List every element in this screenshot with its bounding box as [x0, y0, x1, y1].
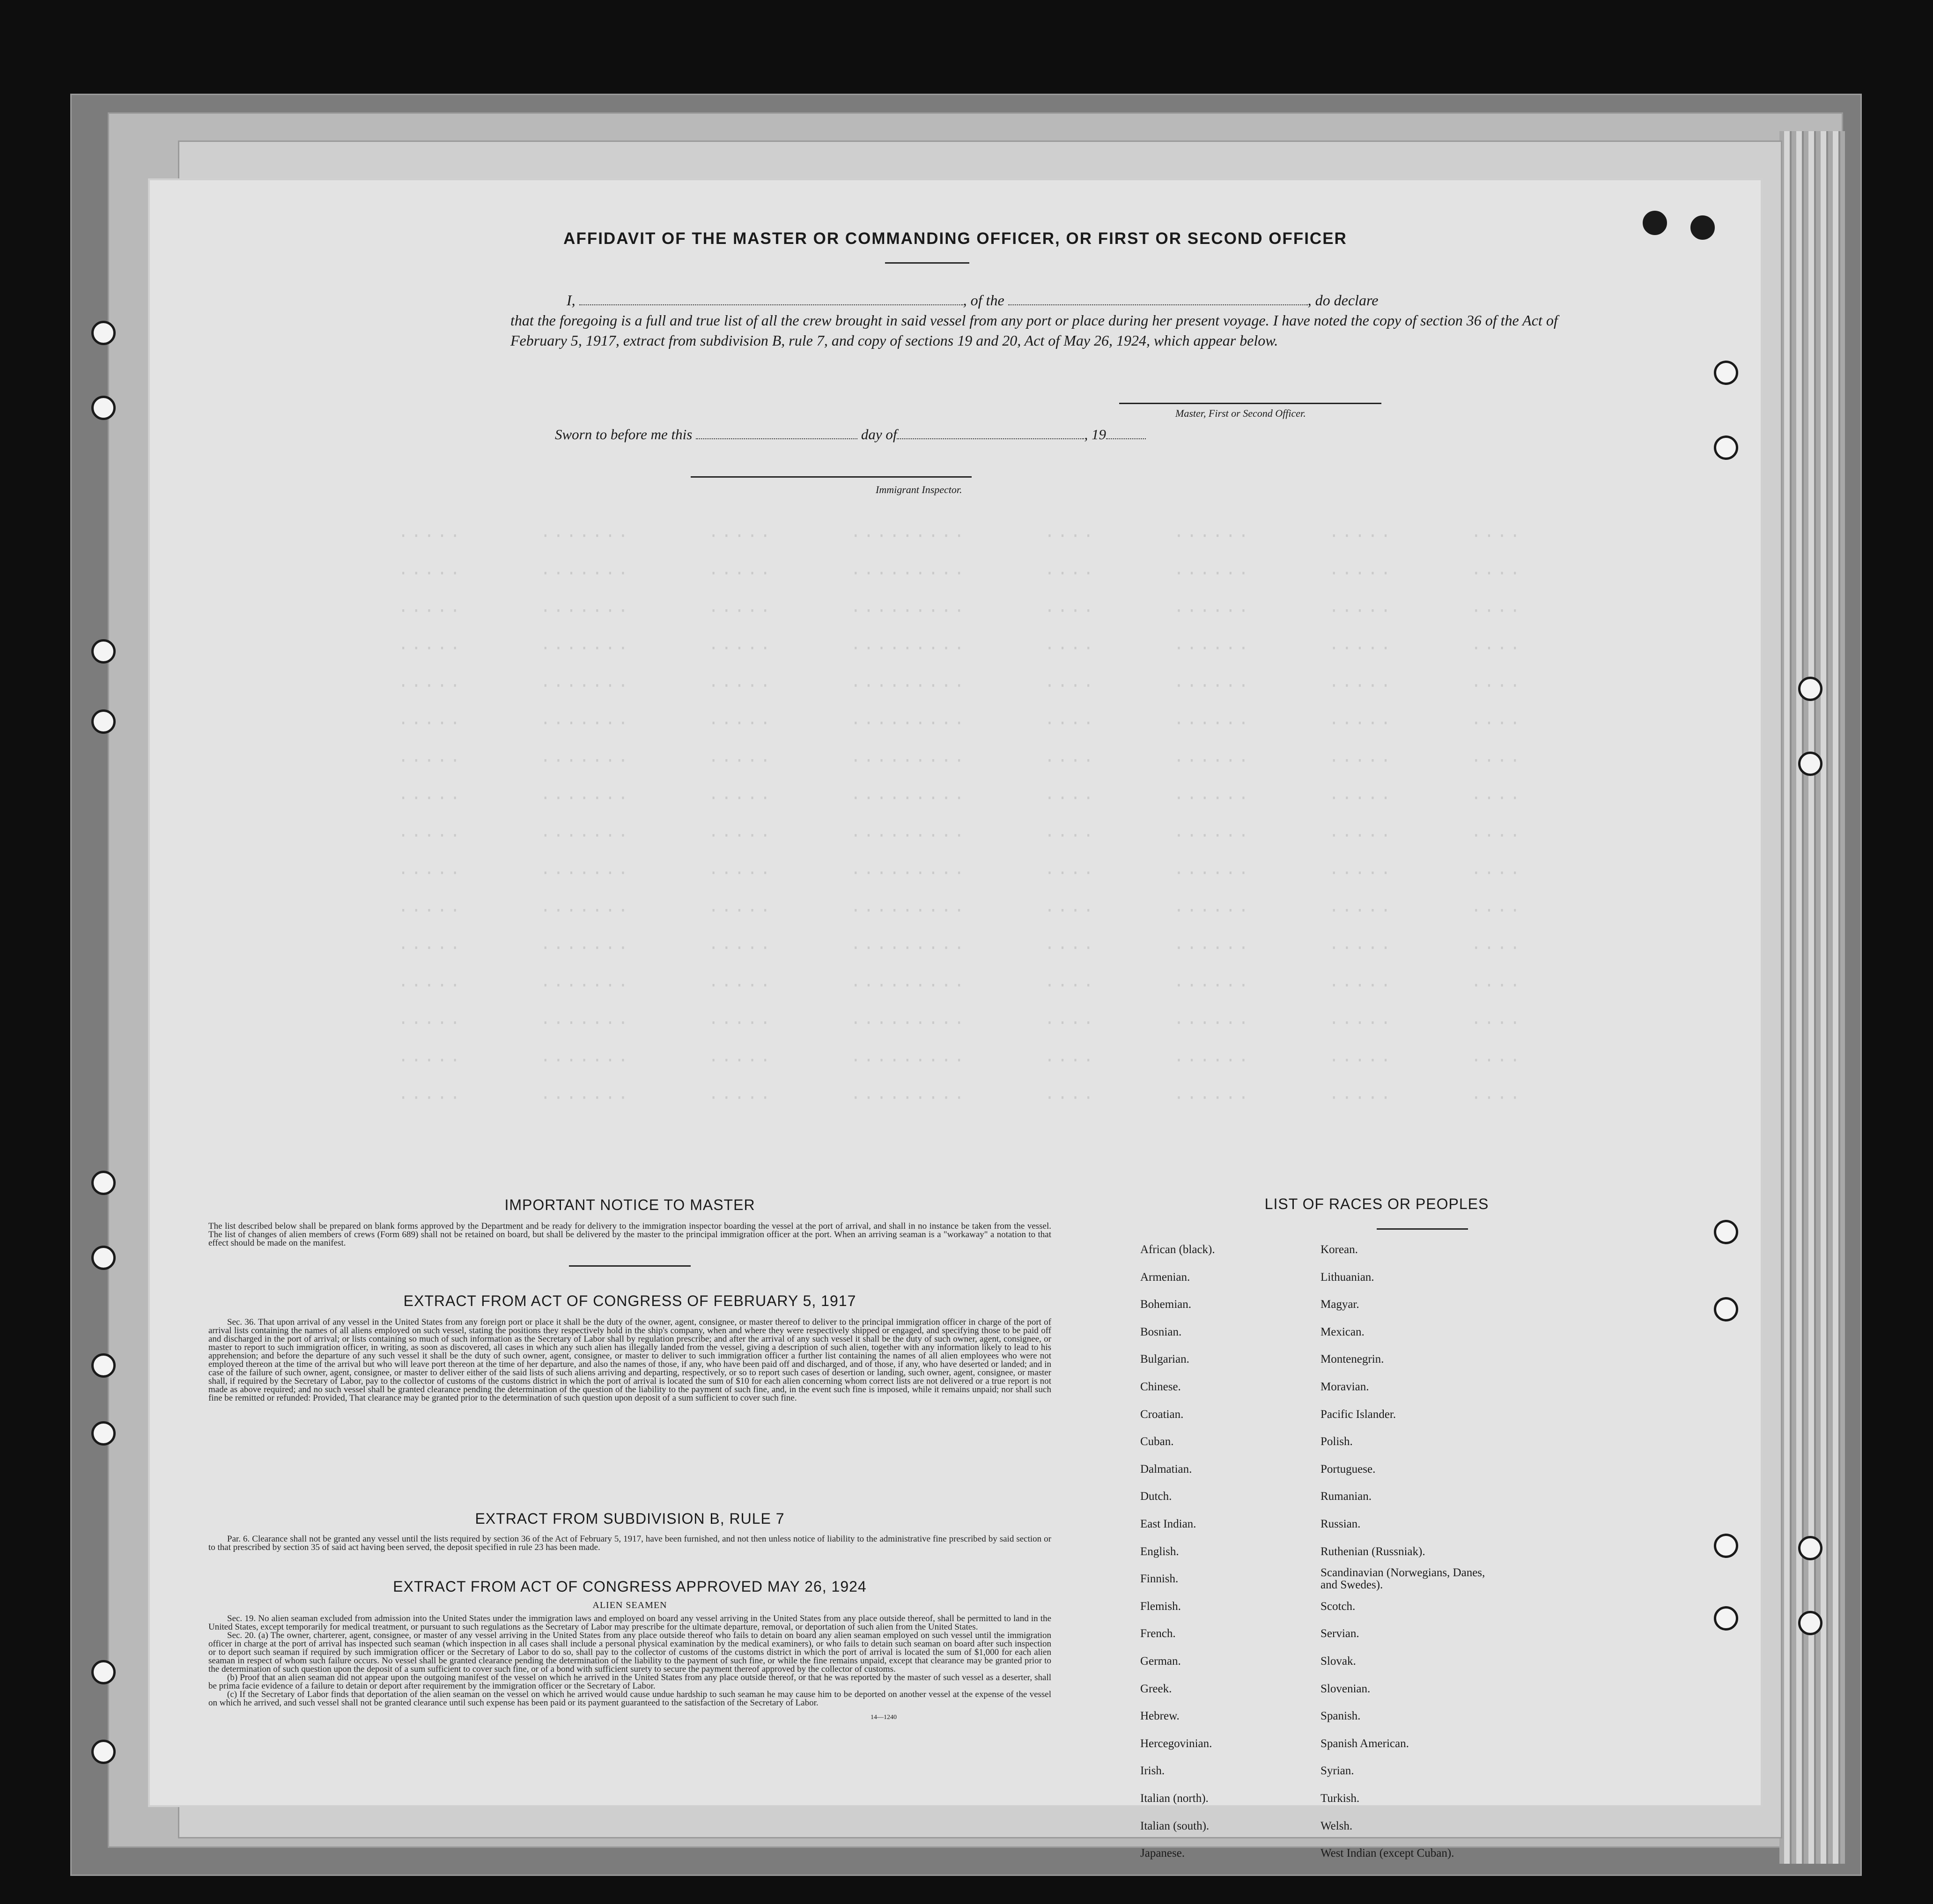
- punch-hole: [1714, 1534, 1738, 1558]
- extract-rule7-text: Par. 6. Clearance shall not be granted any vessel until the lists required by section 36 of the Act of February 5, 1917, have been furnished, and not then unless notice of liability to the administrative fine prescribed by said section or to that prescribed by section 35 of said act having been served, the deposit specified in rule 23 has been made.: [208, 1534, 1051, 1552]
- punch-hole: [91, 1421, 116, 1446]
- declaration-text: that the foregoing is a full and true list of all the crew brought in said vessel from any port or place during her present voyage. I have noted the copy of section 36 of the Act of February 5, 1917, extract from subdivision B, rule 7, and copy of sections 19 and 20, Act of May 26, 1924, which appear below.: [510, 312, 1558, 349]
- race-item: Lithuanian.: [1321, 1270, 1374, 1284]
- inspector-signature-line: [691, 476, 972, 478]
- race-item: Japanese.: [1140, 1847, 1185, 1860]
- declaration-line: [510, 290, 1573, 310]
- month-blank: [897, 438, 1084, 439]
- race-item: Pacific Islander.: [1321, 1408, 1396, 1421]
- race-item: Mexican.: [1321, 1325, 1365, 1338]
- notice-text: The list described below shall be prepared on blank forms approved by the Department and be ready for delivery to the immigration inspector boarding the vessel at the port of arrival, and shall in no instance be taken from the vessel. The list of changes of alien members of crews (Form 689) shall not be retained on board, but shall be delivered by the master to the principal immigration officer at the port. When an arriving seaman is a "workaway" a notation to that effect should be made on the manifest.: [208, 1221, 1051, 1248]
- race-item: Spanish.: [1321, 1710, 1361, 1723]
- race-item: West Indian (except Cuban).: [1321, 1847, 1454, 1860]
- declaration-end: , do declare: [1307, 292, 1379, 309]
- declaration-of-the: , of the: [963, 292, 1004, 309]
- race-item: Spanish American.: [1321, 1737, 1409, 1750]
- race-item: Scandinavian (Norwegians, Danes, and Swedes).: [1321, 1566, 1485, 1592]
- extract-1917-text: Sec. 36. That upon arrival of any vessel in the United States from any foreign port or place it shall be the duty of the owner, agent, consignee, or master thereof to deliver to the principal immigration officer in charge of the port of arrival lists containing the names of all aliens employed on such vessel, stating the positions they respectively hold in the ship's company, when and where they were respectively shipped or engaged, and specifying those to be paid off and discharged in the port of arrival; or lists containing so much of such information as the Secretary of Labor shall by regulation prescribe; and after the arrival of any such vessel it shall be the duty of such owner, agent, consignee, or master to report to such immigration officer, in writing, as soon as discovered, all cases in which any such alien has illegally landed from the vessel, giving a description of such alien, together with any information likely to lead to his apprehension; and before the departure of any such vessel it shall be the duty of such owner, agent, consignee, or master to deliver to such immigration officer a further list containing the names of all alien employees who were not employed thereon at the time of the arrival but who will leave port thereon at the time of her departure, and also the names of those, if any, who have been paid off and discharged, and of those, if any, who have deserted or landed; and in case of the failure of such owner, agent, consignee, or master to deliver either of the said lists of such aliens arriving and departing, respectively, or so to report such cases of desertion or landing, such owner, agent, consignee, or master shall, if required by the Secretary of Labor, pay to the collector of customs of the customs district in which the port of arrival is located the sum of $10 for each alien concerning whom correct lists are not delivered or a true report is not made as above required; and no such vessel shall be granted clearance pending the determination of the question of the liability to the payment of such fine, and, in the event such fine is imposed, while it remains unpaid; nor shall such fine be remitted or refunded: Provided, That clearance may be granted prior to the determination of such question upon deposit of a sum sufficient to cover such fine.: [208, 1317, 1051, 1403]
- binding-edge: [1779, 131, 1845, 1864]
- punch-hole: [91, 709, 116, 734]
- race-item: Dalmatian.: [1140, 1462, 1192, 1476]
- punch-hole: [1714, 1606, 1738, 1631]
- race-item: Scotch.: [1321, 1600, 1356, 1613]
- punch-hole: [1643, 211, 1667, 235]
- race-item: Montenegrin.: [1321, 1353, 1384, 1366]
- extract-rule7-title: EXTRACT FROM SUBDIVISION B, RULE 7: [475, 1510, 785, 1527]
- race-item: Chinese.: [1140, 1380, 1181, 1393]
- punch-hole: [91, 321, 116, 345]
- race-item: Finnish.: [1140, 1572, 1179, 1586]
- document-page: [150, 180, 1761, 1860]
- race-item: African (black).: [1140, 1243, 1215, 1256]
- races-title: LIST OF RACES OR PEOPLES: [1264, 1196, 1489, 1212]
- punch-hole: [1714, 1297, 1738, 1321]
- race-item: Russian.: [1321, 1518, 1361, 1530]
- race-item: Irish.: [1140, 1764, 1165, 1778]
- race-item: Bosnian.: [1140, 1325, 1182, 1338]
- form-number: 14—1240: [871, 1714, 897, 1721]
- punch-hole: [1798, 1536, 1822, 1560]
- race-item: Hercegovinian.: [1140, 1737, 1212, 1750]
- race-item: Bulgarian.: [1140, 1353, 1189, 1366]
- name-blank: [579, 304, 963, 305]
- race-item: Syrian.: [1321, 1764, 1354, 1778]
- sec19-text: Sec. 19. No alien seaman excluded from admission into the United States under the immigration laws and employed on board any vessel arriving in the United States from any place outside thereof, shall be permitted to land in the United States, except temporarily for medical treatment, or pursuant to such regulations as the Secretary of Labor may prescribe for the ultimate departure, removal, or deportation of such alien from the United States.: [208, 1614, 1051, 1632]
- race-item: Servian.: [1321, 1627, 1359, 1640]
- race-item: Cuban.: [1140, 1435, 1174, 1448]
- punch-hole: [91, 1740, 116, 1764]
- race-item: Greek.: [1140, 1682, 1172, 1695]
- race-item: Bohemian.: [1140, 1298, 1192, 1311]
- race-item: Slovak.: [1321, 1655, 1356, 1668]
- races-rule: [1377, 1228, 1468, 1230]
- punch-hole: [91, 1246, 116, 1270]
- punch-hole: [91, 1171, 116, 1195]
- bleed-through-text: ····· ······· ····· ········· ···· ······ ····· ···· ····· ······· ····· ········· ···· ······ ····· ···· ····· ······· ····· ········· ···· ······ ····· ···· ····· ······· ····· ········· ···· ······ ····· ···· ····· ······· ····· ········· ···· ······ ····· ···· ····· ······· ····· ········· ···· ······ ····· ···· ····· ······· ····· ········· ···· ······ ····· ···· ····· ······· ····· ········· ···· ······ ····· ···· ····· ······· ····· ········· ···· ······ ····· ···· ····· ······· ····· ········· ···· ······ ····· ···· ····· ······· ····· ········· ···· ······ ····· ···· ····· ······· ····· ········· ···· ······ ····· ···· ····· ······· ····· ········· ···· ······ ····· ···· ····· ······· ····· ········· ···· ······ ····· ···· ····· ······· ····· ········· ···· ······ ····· ···· ····· ······· ····· ········· ···· ······ ····· ····: [398, 526, 1523, 1107]
- sec20a-text: Sec. 20. (a) The owner, charterer, agent, consignee, or master of any vessel arriving in the United States from any place outside thereof who fails to detain on board any alien seaman employed on such vessel until the immigration officer in charge at the port of arrival has inspected such seaman (which inspection in all cases shall include a personal physical examination by the medical examiners), or who fails to detain such seaman on board after such inspection or to deport such seaman if required by such immigration officer or the Secretary of Labor to do so, shall pay to the collector of customs of the customs district in which the port of arrival is located the sum of $1,000 for each alien seaman in respect of whom such failure occurs. No vessel shall be granted clearance pending the determination of the liability to the payment of such fine, or while the fine remains unpaid, except that clearance may be granted prior to the determination of such question upon the deposit of a sum sufficient to cover such fine, or of a bond with sufficient surety to secure the payment thereof approved by the collector of customs.: [208, 1631, 1051, 1674]
- race-item: Italian (south).: [1140, 1819, 1210, 1832]
- title-rule: [885, 262, 969, 264]
- punch-hole: [1714, 1220, 1738, 1244]
- race-item: Welsh.: [1321, 1819, 1353, 1832]
- race-item: Dutch.: [1140, 1490, 1172, 1503]
- race-item: French.: [1140, 1627, 1176, 1640]
- race-item: Korean.: [1321, 1243, 1358, 1256]
- punch-hole: [91, 396, 116, 420]
- affidavit-body: [510, 290, 1573, 351]
- extract-rule7-section: [208, 1510, 1051, 1552]
- year-prefix: , 19: [1084, 426, 1106, 443]
- inspector-caption: Immigrant Inspector.: [876, 484, 962, 495]
- vessel-blank: [1008, 304, 1308, 305]
- punch-hole: [1798, 752, 1822, 776]
- notice-section: [208, 1196, 1051, 1267]
- race-item: Italian (north).: [1140, 1792, 1209, 1805]
- race-item: Ruthenian (Russniak).: [1321, 1545, 1425, 1558]
- race-item: Flemish.: [1140, 1600, 1181, 1613]
- punch-hole: [1798, 1611, 1822, 1635]
- day-of-text: day of: [861, 426, 897, 443]
- extract-1924-title: EXTRACT FROM ACT OF CONGRESS APPROVED MAY 26, 1924: [393, 1578, 867, 1595]
- alien-seamen-subtitle: ALIEN SEAMEN: [592, 1600, 667, 1610]
- section-rule: [569, 1265, 691, 1267]
- punch-hole: [91, 1353, 116, 1378]
- race-item: Moravian.: [1321, 1380, 1369, 1393]
- punch-hole: [1714, 361, 1738, 385]
- day-blank: [696, 438, 857, 439]
- sec20c-text: (c) If the Secretary of Labor finds that deportation of the alien seaman on the vessel on which he arrived would cause undue hardship to such seaman he may cause him to be deported on another vessel at the expense of the vessel on which he arrived, and such vessel shall not be granted clearance until such expense has been paid or its payment guaranteed to the satisfaction of the Secretary of Labor.: [208, 1690, 1051, 1708]
- race-item: Turkish.: [1321, 1792, 1360, 1805]
- race-item: Armenian.: [1140, 1270, 1190, 1284]
- punch-hole: [1798, 677, 1822, 701]
- punch-hole: [91, 1660, 116, 1684]
- race-item: English.: [1140, 1545, 1179, 1558]
- sec20b-text: (b) Proof that an alien seaman did not appear upon the outgoing manifest of the vessel on which he arrived in the United States from any place outside thereof, or that he was reported by the master of such vessel as a deserter, shall be prima facie evidence of a failure to detain or deport after requirement by the immigration officer or the Secretary of Labor.: [208, 1673, 1051, 1691]
- race-item: Hebrew.: [1140, 1710, 1180, 1723]
- declaration-i: I,: [567, 292, 575, 309]
- race-item: Portuguese.: [1321, 1462, 1376, 1476]
- extract-1917-section: [208, 1292, 1051, 1402]
- race-item: Polish.: [1321, 1435, 1353, 1448]
- year-blank: [1106, 438, 1146, 439]
- race-item: Magyar.: [1321, 1298, 1359, 1311]
- master-signature-line: [1119, 403, 1381, 404]
- affidavit-title: AFFIDAVIT OF THE MASTER OR COMMANDING OFFICER, OR FIRST OR SECOND OFFICER: [563, 229, 1347, 248]
- race-item: East Indian.: [1140, 1518, 1196, 1530]
- extract-1924-section: [208, 1578, 1051, 1721]
- punch-hole: [1714, 435, 1738, 460]
- sworn-line: [555, 426, 1146, 443]
- race-item: German.: [1140, 1655, 1181, 1668]
- notice-title: IMPORTANT NOTICE TO MASTER: [504, 1196, 755, 1213]
- punch-hole: [91, 639, 116, 664]
- race-item: Slovenian.: [1321, 1682, 1371, 1695]
- punch-hole: [1690, 215, 1715, 240]
- master-signature-caption: Master, First or Second Officer.: [1175, 407, 1306, 419]
- race-item: Rumanian.: [1321, 1490, 1372, 1503]
- extract-1917-title: EXTRACT FROM ACT OF CONGRESS OF FEBRUARY 5, 1917: [403, 1292, 856, 1309]
- sworn-before-text: Sworn to before me this: [555, 426, 693, 443]
- race-item: Croatian.: [1140, 1408, 1184, 1421]
